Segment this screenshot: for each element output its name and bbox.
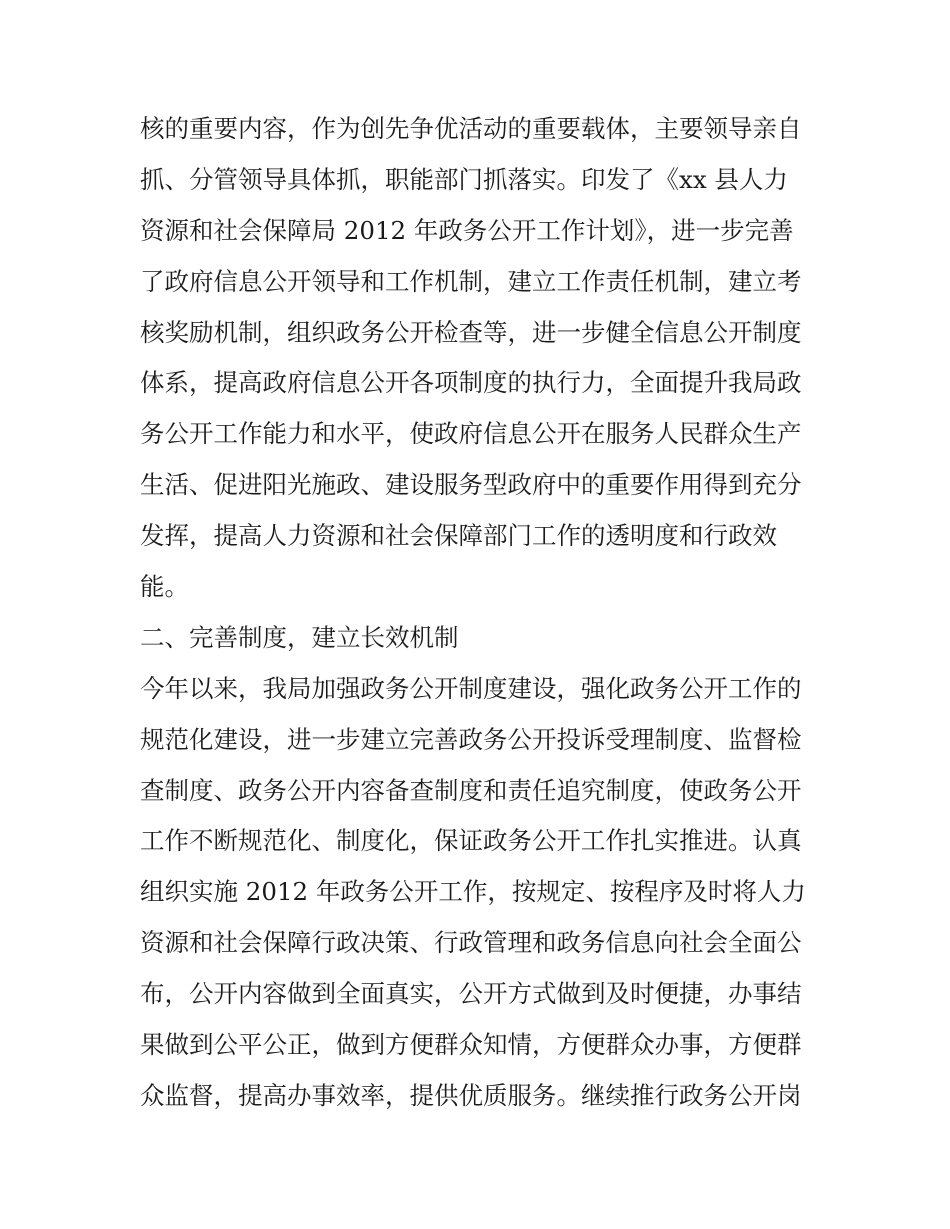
text-line: 资源和社会保障行政决策、行政管理和政务信息向社会全面公 xyxy=(140,928,802,958)
text-line: 今年以来，我局加强政务公开制度建设，强化政务公开工作的 xyxy=(140,673,802,703)
text-line: 了政府信息公开领导和工作机制，建立工作责任机制，建立考 xyxy=(140,266,802,296)
text-line: 工作不断规范化、制度化，保证政务公开工作扎实推进。认真 xyxy=(140,826,802,856)
text-line: 务公开工作能力和水平，使政府信息公开在服务人民群众生产 xyxy=(140,419,802,449)
text-line: 核奖励机制，组织政务公开检查等，进一步健全信息公开制度 xyxy=(140,317,802,347)
text-line: 核的重要内容，作为创先争优活动的重要载体，主要领导亲自 xyxy=(140,114,802,143)
section-heading: 二、完善制度，建立长效机制 xyxy=(140,622,459,652)
text-line: 资源和社会保障局 2012 年政务公开工作计划》，进一步完善 xyxy=(140,215,794,245)
text-line: 果做到公平公正，做到方便群众知情，方便群众办事，方便群 xyxy=(140,1030,802,1060)
text-line: 规范化建设，进一步建立完善政务公开投诉受理制度、监督检 xyxy=(140,724,802,754)
text-line: 生活、促进阳光施政、建设服务型政府中的重要作用得到充分 xyxy=(140,470,802,500)
text-line: 体系，提高政府信息公开各项制度的执行力，全面提升我局政 xyxy=(140,368,802,398)
text-line: 抓、分管领导具体抓，职能部门抓落实。印发了《xx 县人力 xyxy=(140,164,788,194)
text-line: 发挥，提高人力资源和社会保障部门工作的透明度和行政效 xyxy=(140,521,777,551)
text-line: 查制度、政务公开内容备查制度和责任追究制度，使政务公开 xyxy=(140,775,802,805)
text-line: 组织实施 2012 年政务公开工作，按规定、按程序及时将人力 xyxy=(140,877,806,907)
body-text xyxy=(140,104,820,1122)
text-line: 众监督，提高办事效率，提供优质服务。继续推行政务公开岗 xyxy=(140,1080,802,1110)
text-line: 能。 xyxy=(140,572,189,602)
text-line: 布，公开内容做到全面真实，公开方式做到及时便捷，办事结 xyxy=(140,979,802,1009)
